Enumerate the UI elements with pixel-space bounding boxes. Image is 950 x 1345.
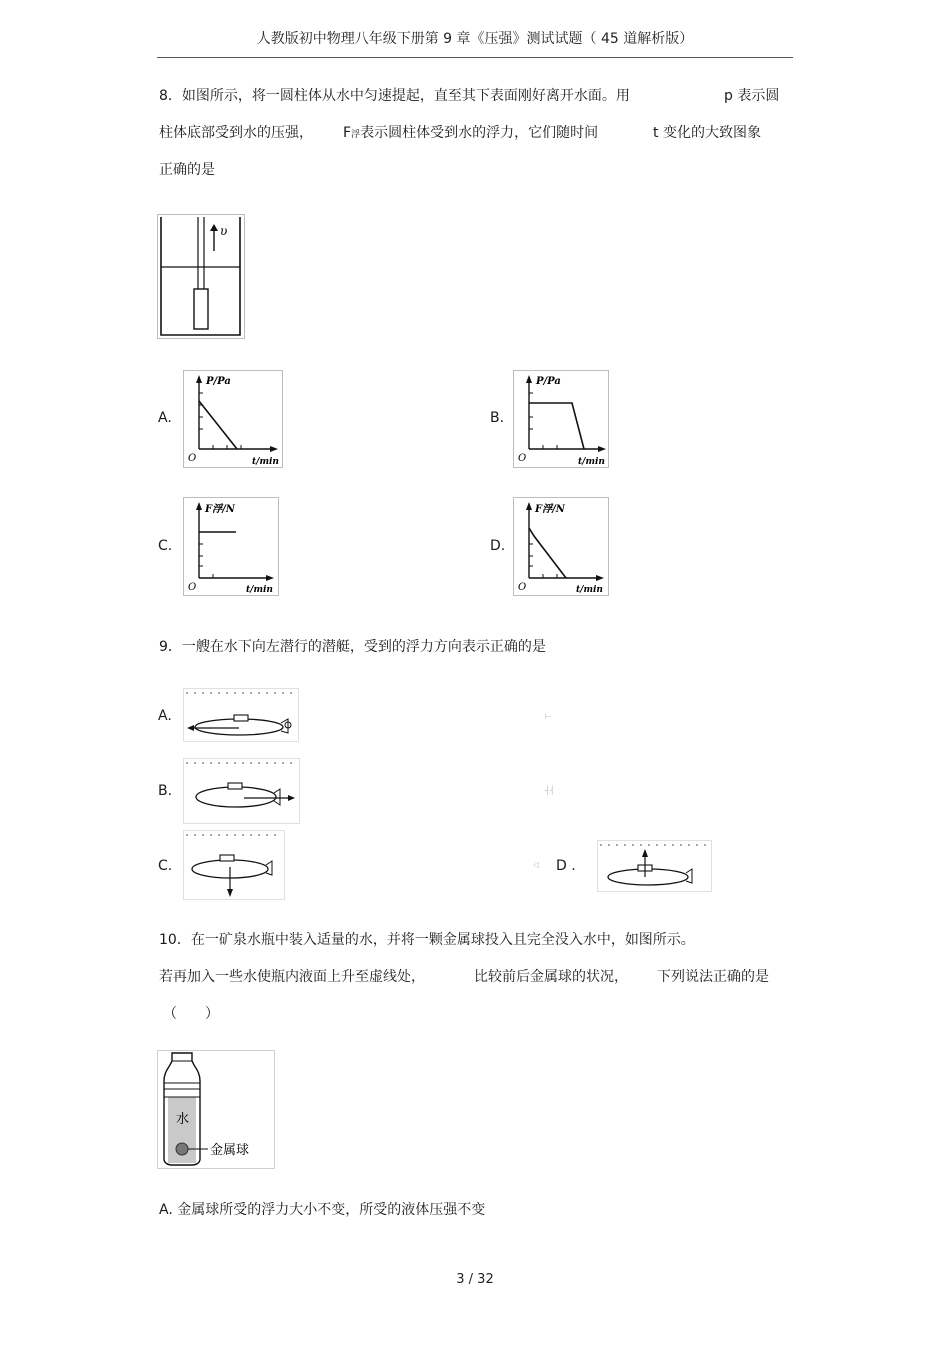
q9-option-a-label[interactable]: A. [158,708,172,724]
q8-cylinder-figure [157,214,245,339]
q9-b-stray-mark: ┤┤ [545,786,555,795]
q8-c-xlabel: t/min [246,585,273,595]
q8-a-origin: O [188,453,197,464]
q9-option-a-figure[interactable] [183,688,299,742]
q8-b-origin: O [518,453,527,464]
q10-option-a[interactable]: A. 金属球所受的浮力大小不变，所受的液体压强不变 [159,1202,486,1218]
q8-c-ylabel: F浮/N [205,504,235,515]
q8-f-subscript: 浮 [351,130,361,140]
q10-line3: （ ） [163,1006,219,1022]
q8-line2-b [343,122,598,142]
q8-b-xlabel: t/min [578,457,605,467]
q8-d-xlabel: t/min [576,585,603,595]
header-rule [157,57,793,58]
q8-line2-d: t 变化的大致图象 [653,125,761,141]
q8-option-a-graph[interactable] [183,370,283,468]
q10-line1: 10．在一矿泉水瓶中装入适量的水，并将一颗金属球投入且完全没入水中，如图所示。 [159,932,695,948]
q8-option-d-graph[interactable] [513,497,609,596]
q8-c-origin: O [188,582,197,593]
q8-a-xlabel: t/min [252,457,279,467]
q8-f-symbol: F [343,125,352,141]
q8-line2-c: 表示圆柱体受到水的浮力，它们随时间 [360,125,599,141]
q10-bottle-figure [157,1050,275,1169]
q9-d-stray-mark: ◁ [533,860,540,869]
q8-option-b-label[interactable]: B. [490,410,505,426]
q8-line3: 正确的是 [159,162,215,178]
page-header: 人教版初中物理八年级下册第 9 章《压强》测试试题（ 45 道解析版） [256,31,694,47]
q8-line2-a: 柱体底部受到水的压强， [159,125,313,141]
q10-line2-a: 若再加入一些水使瓶内液面上升至虚线处， [159,969,425,985]
q9-option-b-label[interactable]: B. [158,783,173,799]
q9-option-c-figure[interactable] [183,830,285,900]
q8-velocity-label: υ [220,224,228,238]
q10-line2-b: 比较前后金属球的状况， [474,969,628,985]
q8-option-c-label[interactable]: C. [158,538,173,554]
q10-line2-c: 下列说法正确的是 [657,969,769,985]
q8-option-a-label[interactable]: A. [158,410,172,426]
q8-option-c-graph[interactable] [183,497,279,596]
q9-a-stray-mark: ⊢ [545,712,552,721]
q8-line1-b: p 表示圆 [724,88,780,104]
q8-option-b-graph[interactable] [513,370,609,468]
q9-option-b-figure[interactable] [183,758,300,824]
q10-water-label: 水 [176,1112,190,1127]
page-number: 3 / 32 [456,1272,494,1287]
q8-a-ylabel: P/Pa [206,376,231,387]
q9-option-d-label[interactable]: D . [556,858,576,874]
q9-option-c-label[interactable]: C. [158,858,173,874]
q8-line1-a: 8．如图所示，将一圆柱体从水中匀速提起，直至其下表面刚好离开水面。用 [159,88,630,104]
q9-option-d-figure[interactable] [597,840,712,892]
q8-b-ylabel: P/Pa [536,376,561,387]
q8-d-origin: O [518,582,527,593]
q10-ball-label: 金属球 [210,1143,250,1158]
q9-text: 9．一艘在水下向左潜行的潜艇，受到的浮力方向表示正确的是 [159,639,546,655]
q8-option-d-label[interactable]: D. [490,538,506,554]
q8-d-ylabel: F浮/N [535,504,565,515]
